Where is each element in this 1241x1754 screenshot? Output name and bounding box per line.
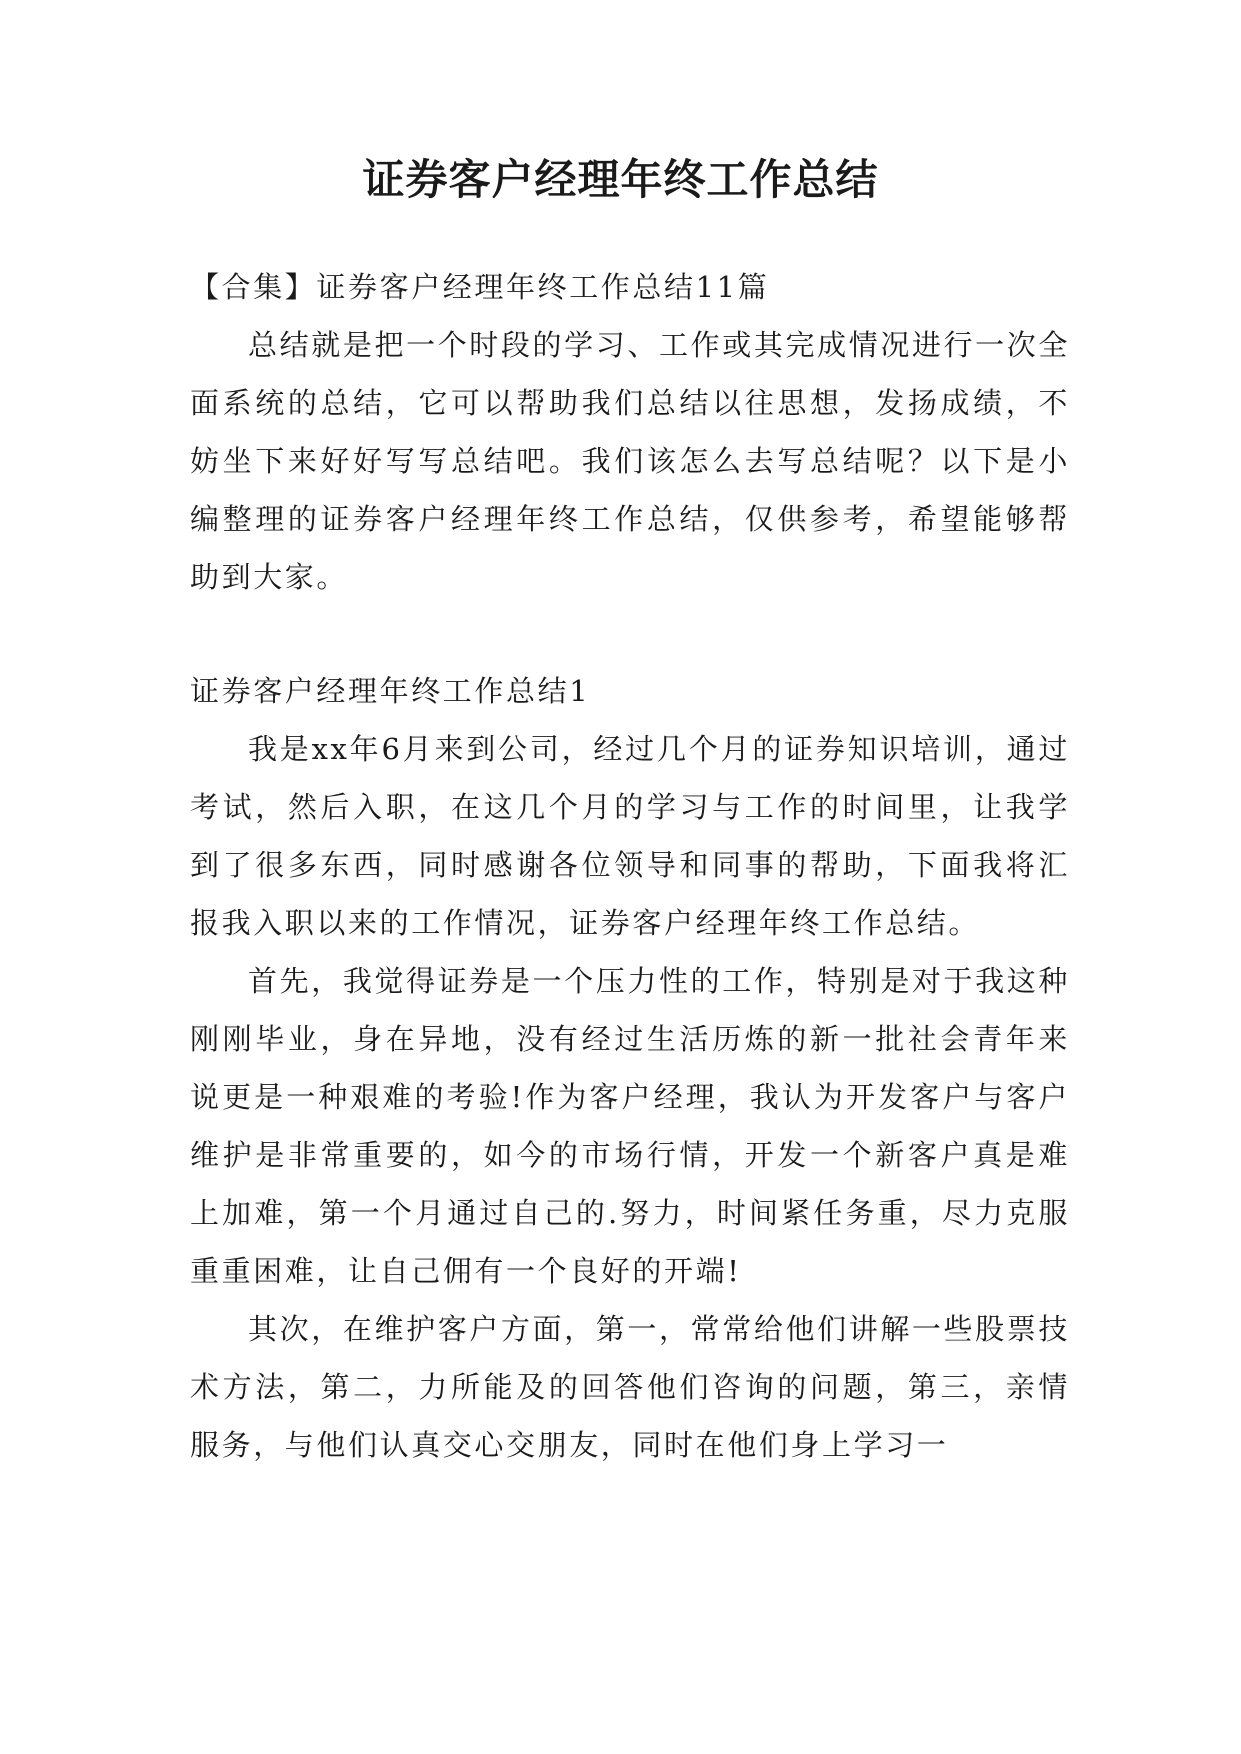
document-title: 证券客户经理年终工作总结 — [362, 155, 879, 204]
section-1-paragraph-3: 其次，在维护客户方面，第一，常常给他们讲解一些股票技术方法，第二，力所能及的回答他们咨询的问题，第三，亲情服务，与他们认真交心交朋友，同时在他们身上学习一 — [190, 1312, 1070, 1462]
intro-paragraph: 总结就是把一个时段的学习、工作或其完成情况进行一次全面系统的总结，它可以帮助我们总结以往思想，发扬成绩，不妨坐下来好好写写总结吧。我们该怎么去写总结呢？以下是小编整理的证券客户经理年终工作总结，仅供参考，希望能够帮助到大家。 — [190, 328, 1070, 594]
section-1-paragraph-2: 首先，我觉得证券是一个压力性的工作，特别是对于我这种刚刚毕业，身在异地，没有经过生活历炼的新一批社会青年来说更是一种艰难的考验!作为客户经理，我认为开发客户与客户维护是非常重要的，如今的市场行情，开发一个新客户真是难上加难，第一个月通过自己的.努力，时间紧任务重，尽力克服重重困难，让自己佣有一个良好的开端! — [190, 964, 1070, 1288]
document-body — [190, 258, 1070, 1474]
section-spacer — [190, 606, 1070, 662]
collection-line: 【合集】证券客户经理年终工作总结11篇 — [190, 270, 770, 304]
section-1-heading: 证券客户经理年终工作总结1 — [190, 674, 591, 708]
section-1-paragraph-1: 我是xx年6月来到公司，经过几个月的证券知识培训，通过考试，然后入职，在这几个月的学习与工作的时间里，让我学到了很多东西，同时感谢各位领导和同事的帮助，下面我将汇报我入职以来的工作情况，证券客户经理年终工作总结。 — [190, 732, 1070, 940]
